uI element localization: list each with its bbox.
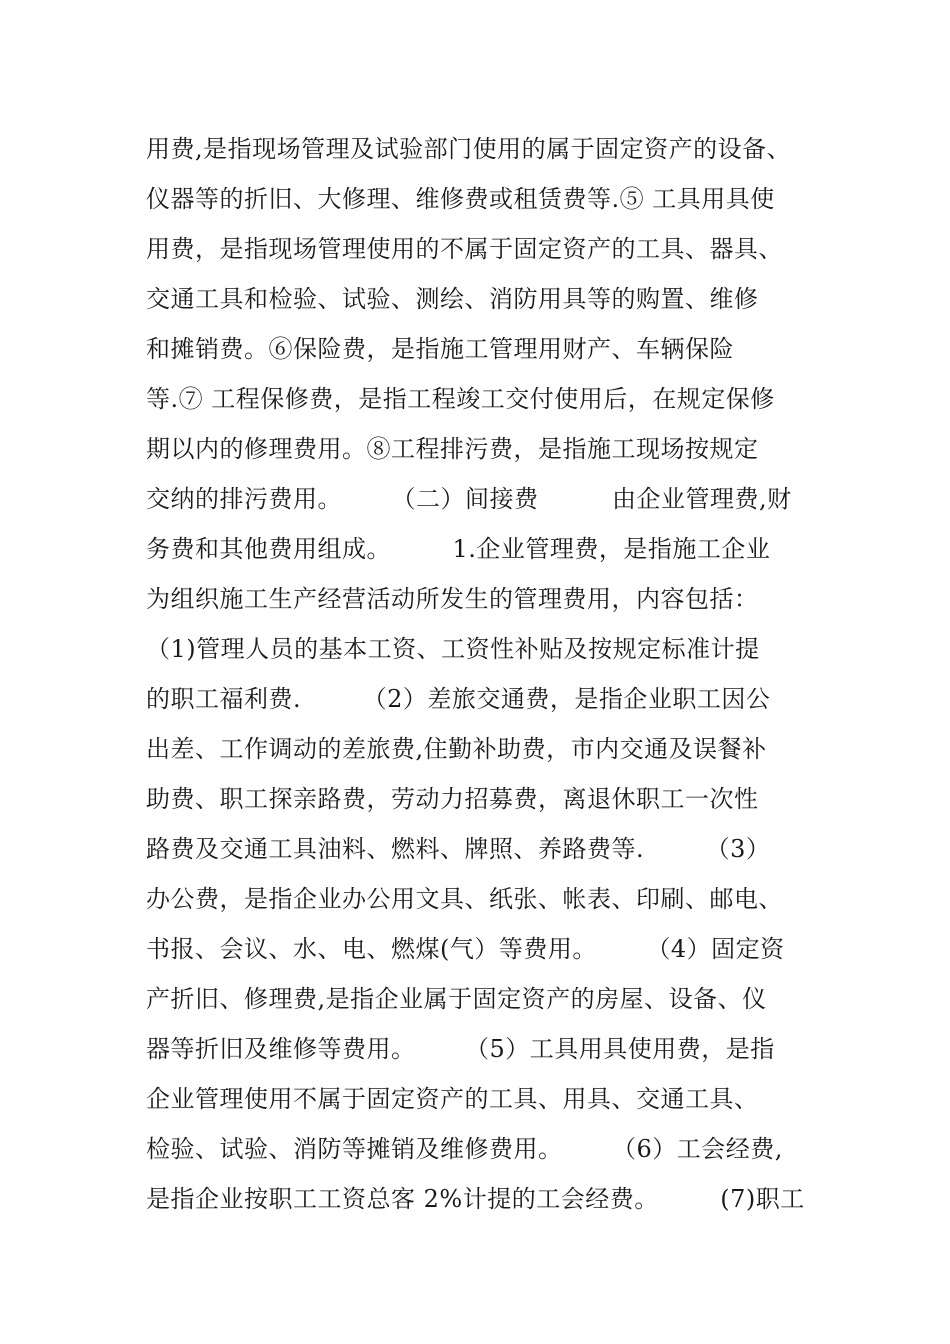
- text-line: 产折旧、修理费,是指企业属于固定资产的房屋、设备、仪: [146, 985, 767, 1013]
- text-line: 和摊销费。⑥保险费，是指施工管理用财产、车辆保险: [146, 335, 734, 363]
- text-line: 是指企业按职工工资总客 2%计提的工会经费。 (7)职工: [146, 1185, 805, 1213]
- text-line: 等.⑦ 工程保修费，是指工程竣工交付使用后，在规定保修: [146, 385, 775, 413]
- text-line: 企业管理使用不属于固定资产的工具、用具、交通工具、: [146, 1085, 759, 1113]
- text-line: 仪器等的折旧、大修理、维修费或租赁费等.⑤ 工具用具使: [146, 185, 775, 213]
- text-line: 交通工具和检验、试验、测绘、消防用具等的购置、维修: [146, 285, 759, 313]
- text-line: 交纳的排污费用。 （二）间接费 由企业管理费,财: [146, 485, 792, 513]
- text-line: 的职工福利费. （2）差旅交通费，是指企业职工因公: [146, 685, 771, 713]
- text-line: 期以内的修理费用。⑧工程排污费，是指施工现场按规定: [146, 435, 759, 463]
- text-line: 助费、职工探亲路费，劳动力招募费，离退休职工一次性: [146, 785, 759, 813]
- text-line: 用费，是指现场管理使用的不属于固定资产的工具、器具、: [146, 235, 783, 263]
- text-line: 检验、试验、消防等摊销及维修费用。 （6）工会经费,: [146, 1135, 783, 1163]
- text-line: 办公费，是指企业办公用文具、纸张、帐表、印刷、邮电、: [146, 885, 783, 913]
- text-line: 器等折旧及维修等费用。 （5）工具用具使用费，是指: [146, 1035, 775, 1063]
- text-line: 为组织施工生产经营活动所发生的管理费用，内容包括：: [146, 585, 759, 613]
- text-line: 出差、工作调动的差旅费,住勤补助费，市内交通及误餐补: [146, 735, 767, 763]
- text-line: 用费,是指现场管理及试验部门使用的属于固定资产的设备、: [146, 135, 792, 163]
- text-line: 务费和其他费用组成。 1.企业管理费，是指施工企业: [146, 535, 771, 563]
- text-line: （1)管理人员的基本工资、工资性补贴及按规定标准计提: [146, 635, 760, 663]
- body-text: [146, 124, 826, 1224]
- text-line: 路费及交通工具油料、燃料、牌照、养路费等. （3）: [146, 835, 771, 863]
- text-line: 书报、会议、水、电、燃煤(气）等费用。 （4）固定资: [146, 935, 785, 963]
